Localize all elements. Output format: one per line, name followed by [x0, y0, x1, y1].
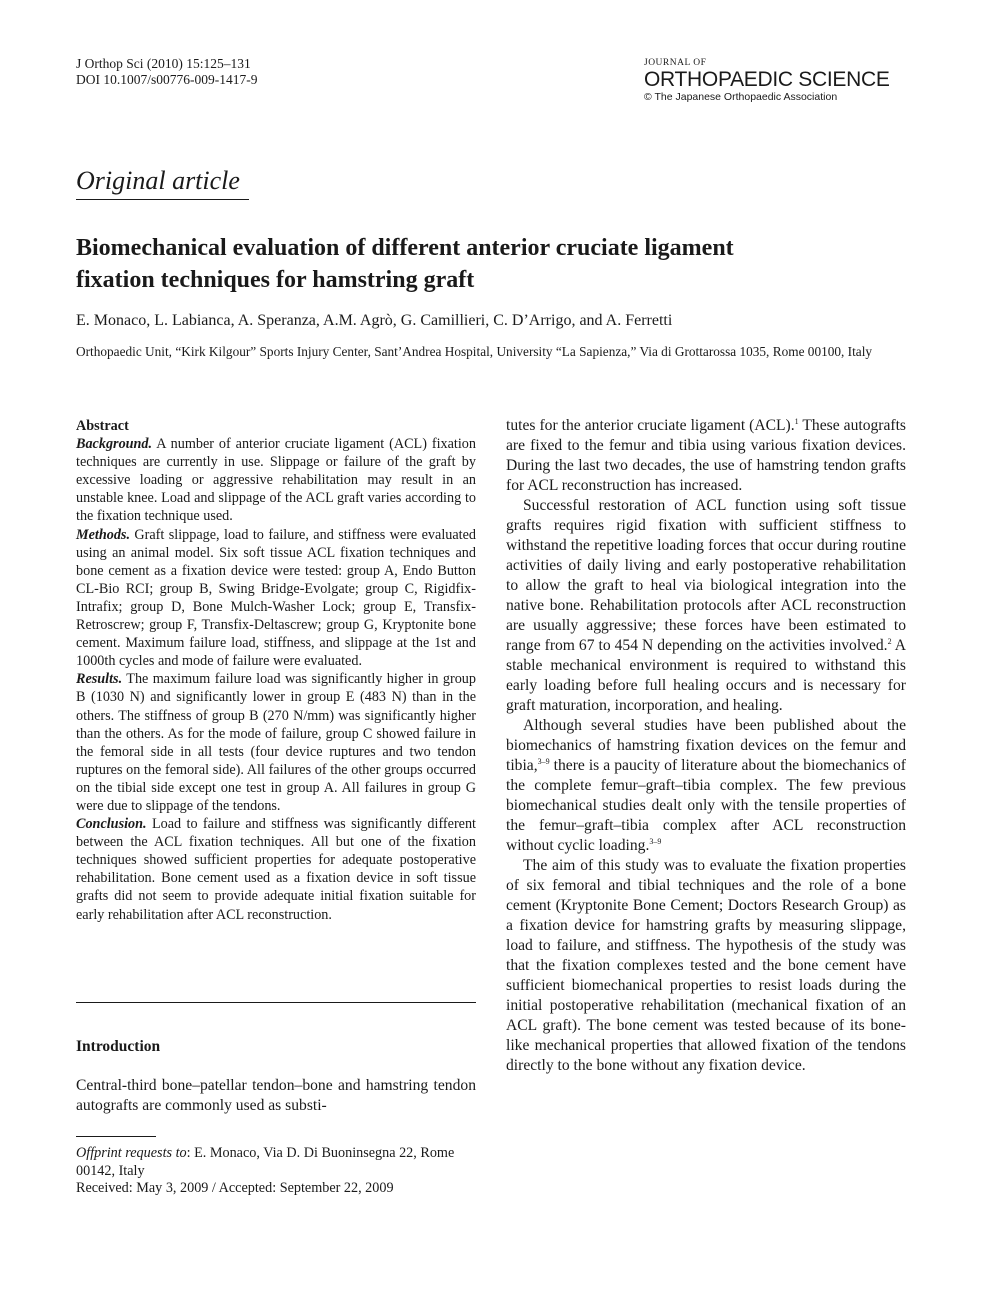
title-line-1: Biomechanical evaluation of different anterior cruciate ligament: [76, 235, 734, 261]
ref-mark: 2: [887, 637, 892, 646]
article-type: Original article: [76, 166, 249, 200]
journal-citation: [76, 56, 258, 88]
text: A stable mechanical environment is required to withstand this early loading before full healing occurs and is necessary for graft maturation, incorporation, and healing.: [506, 637, 906, 714]
abstract-results: [76, 670, 476, 815]
conclusion-label: Conclusion.: [76, 816, 147, 833]
abstract: [76, 417, 476, 924]
ref-mark: 3–9: [537, 757, 550, 766]
abstract-heading: Abstract: [76, 418, 129, 434]
body-text-right: [506, 416, 906, 1076]
body-paragraph: [506, 416, 906, 496]
offprint-address: : E. Monaco, Via D. Di Buoninsegna 22, Rome 00142, Italy: [76, 1145, 455, 1179]
article-title: [76, 232, 916, 296]
abstract-divider: [76, 1002, 476, 1003]
body-paragraph: [506, 716, 906, 856]
abstract-conclusion: [76, 815, 476, 924]
received-date: Received: May 3, 2009 / Accepted: September 22, 2009: [76, 1180, 394, 1196]
methods-text: Graft slippage, load to failure, and stiffness were evaluated using an animal model. Six soft tissue ACL fixation techniques and bone cement as a fixation device were tested: group A, Endo Button CL-Bio RCI; group B, Swing Bridge-Evolgate; group C, Rigidfix-Intrafix; group D, Bone Mulch-Washer Lock; group E, Transfix-Retroscrew; group F, Transfix-Deltascrew; group G, Kryptonite bone cement. Maximum failure load, stiffness, and slippage at the 1st and 1000th cycles and mode of failure were evaluated.: [76, 526, 476, 670]
text: tutes for the anterior cruciate ligament (ACL).: [506, 417, 795, 434]
background-text: A number of anterior cruciate ligament (ACL) fixation techniques are currently in use. Slippage or failure of the graft by excessive loading or aggressive rehabilitation may result in an unstable knee. Load and slippage of the ACL graft varies according to the fixation technique used.: [76, 436, 476, 525]
background-label: Background.: [76, 436, 153, 453]
footnote: [76, 1145, 476, 1198]
citation-line: J Orthop Sci (2010) 15:125–131: [76, 56, 251, 71]
logo-top-text: JOURNAL OF: [644, 58, 707, 68]
offprint-label: Offprint requests to: [76, 1145, 187, 1161]
footnote-divider: [76, 1136, 156, 1137]
text: Although several studies have been published about the biomechanics of hamstring fixation devices on the femur and tibia,: [506, 717, 906, 774]
doi-line: DOI 10.1007/s00776-009-1417-9: [76, 72, 258, 87]
text: Successful restoration of ACL function using soft tissue grafts requires rigid fixation with sufficient stiffness to withstand the repetitive loading forces that occur during routine activities of daily living and early postoperative rehabilitation to allow the graft to heal via biological integration into the native bone. Rehabilitation protocols after ACL reconstruction are usually aggressive; these forces have been estimated to range from 67 to 454 N depending on the activities involved.: [506, 497, 906, 654]
affiliation: Orthopaedic Unit, “Kirk Kilgour” Sports Injury Center, Sant’Andrea Hospital, University “La Sapienza,” Via di Grottarossa 1035, Rome 00100, Italy: [76, 344, 873, 359]
abstract-methods: [76, 526, 476, 671]
logo-main-text: ORTHOPAEDIC SCIENCE: [644, 68, 890, 91]
ref-mark: 1: [794, 417, 799, 426]
results-label: Results.: [76, 671, 123, 688]
title-line-2: fixation techniques for hamstring graft: [76, 267, 475, 293]
ref-mark: 3–9: [649, 837, 662, 846]
journal-logo: [644, 58, 890, 104]
text: These autografts are fixed to the femur and tibia using various fixation devices. During the last two decades, the use of hamstring tendon grafts for ACL reconstruction has increased.: [506, 417, 906, 494]
introduction-paragraph: Central-third bone–patellar tendon–bone and hamstring tendon autografts are commonly used as substi-: [76, 1077, 476, 1114]
abstract-background: [76, 435, 476, 525]
methods-label: Methods.: [76, 526, 130, 543]
conclusion-text: Load to failure and stiffness was significantly different between the ACL fixation techniques. All but one of the fixation techniques showed sufficient properties for adequate postoperative rehabilitation. Bone cement used as a fixation device in soft tissue grafts did not seem to provide adequate initial fixation suitable for early rehabilitation after ACL reconstruction.: [76, 816, 476, 923]
results-text: The maximum failure load was significantly higher in group B (1030 N) and significantly lower in group E (483 N) than in the others. The stiffness of group B (270 N/mm) was significantly higher than the others. As for the mode of failure, group C showed failure in the femoral side in all tests (four device ruptures and two tendon ruptures on the femoral side). All failures of the other groups occurred on the tibial side except one test in group A. All failures in group G were due to slippage of the tendons.: [76, 671, 476, 814]
introduction-heading: Introduction: [76, 1038, 161, 1055]
logo-sub-text: © The Japanese Orthopaedic Association: [644, 91, 838, 103]
body-paragraph: [506, 496, 906, 716]
body-paragraph: The aim of this study was to evaluate the fixation properties of six femoral and tibial techniques and the role of a bone cement (Kryptonite Bone Cement; Doctors Research Group) as a fixation device for hamstring grafts by measuring slippage, load to failure, and stiffness. The hypothesis of the study was that the fixation complexes tested and the bone cement have sufficient biomechanical properties to resist loads during the initial postoperative rehabilitation (mechanical fixation of an ACL graft). The bone cement was tested because of its bone-like mechanical properties that allowed fixation of the tendons directly to the bone without any fixation device.: [506, 857, 906, 1074]
author-list: E. Monaco, L. Labianca, A. Speranza, A.M. Agrò, G. Camillieri, C. D’Arrigo, and A. Ferretti: [76, 312, 673, 329]
text: there is a paucity of literature about the biomechanics of the complete femur–graft–tibia complex. The few previous biomechanical studies dealt only with the tensile properties of the femur–graft–tibia complex after ACL reconstruction without cyclic loading.: [506, 757, 906, 854]
offprint-requests: [76, 1145, 476, 1180]
